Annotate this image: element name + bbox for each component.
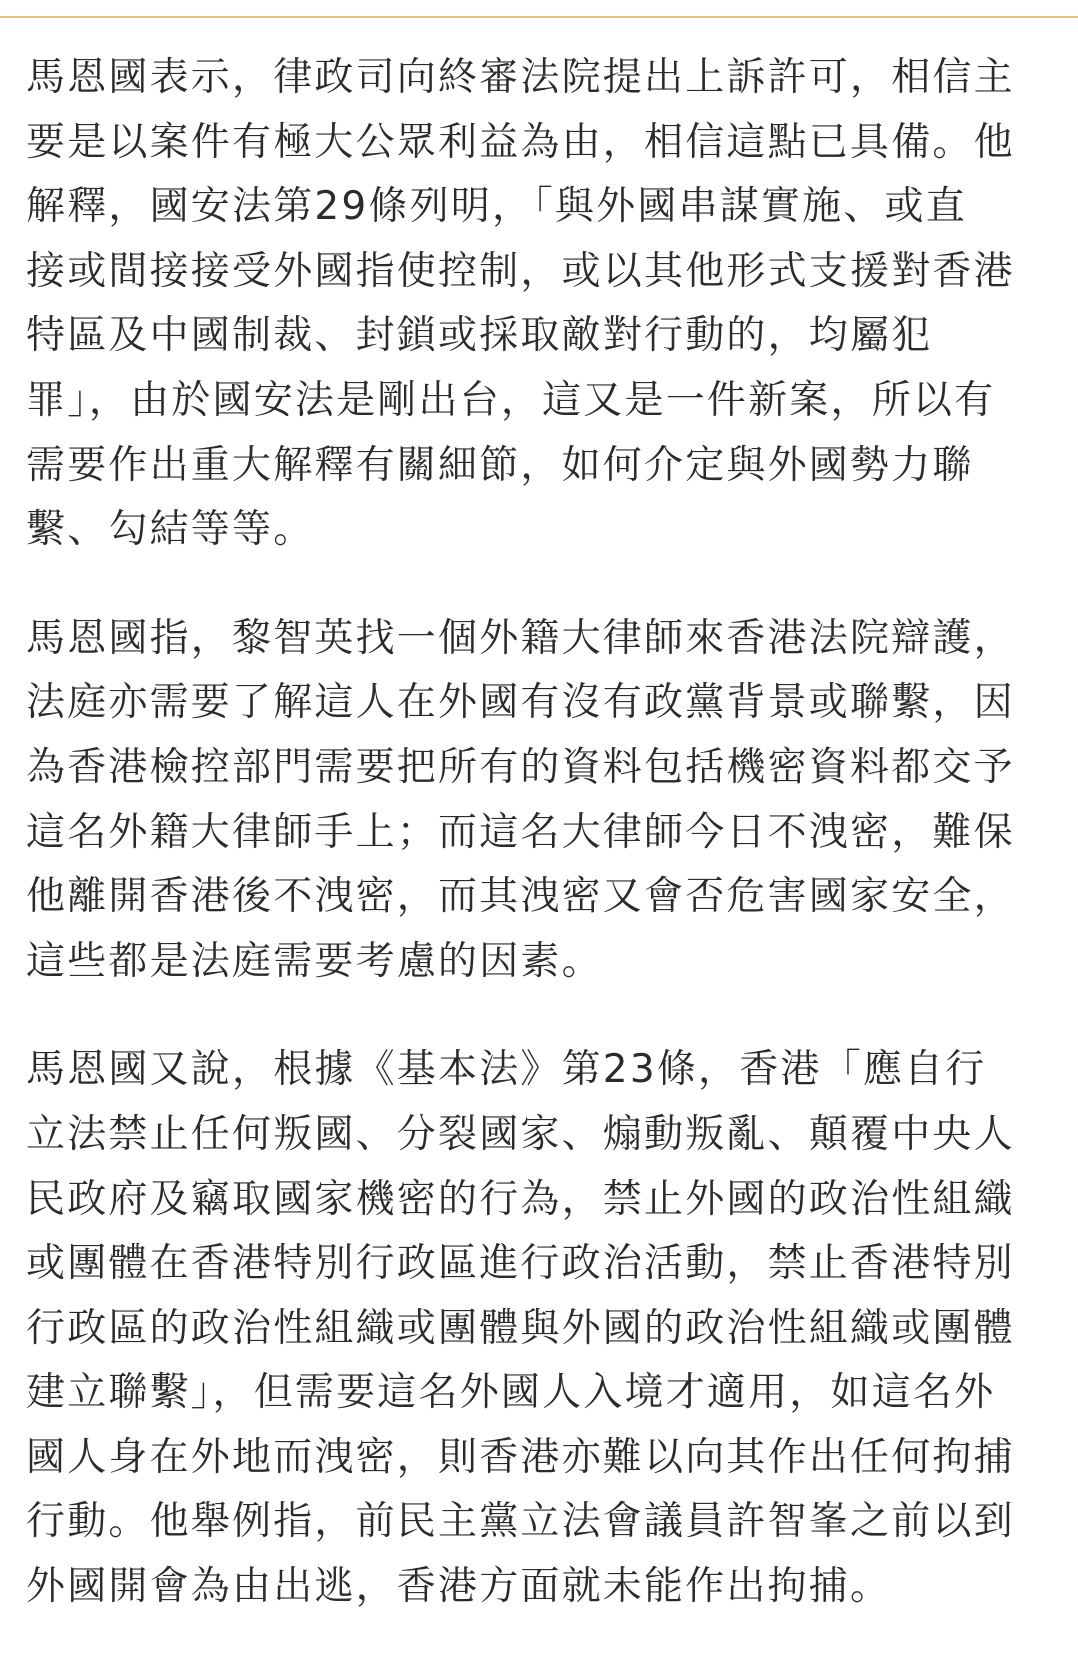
text-line: 立法禁止任何叛國、分裂國家、煽動叛亂、顛覆中央人 [26,1111,1015,1157]
article-body [26,46,1056,1664]
text-line: 民政府及竊取國家機密的行為，禁止外國的政治性組織 [26,1176,1015,1222]
text-line: 馬恩國表示，律政司向終審法院提出上訴許可，相信主 [26,55,1015,100]
text-line: 罪」，由於國安法是剛出台，這又是一件新案，所以有 [26,377,996,423]
text-line: 建立聯繫」，但需要這名外國人入境才適用，如這名外 [26,1370,996,1416]
paragraph-1 [26,46,1056,563]
text-line: 行政區的政治性組織或團體與外國的政治性組織或團體 [26,1305,1015,1351]
text-line: 國人身在外地而洩密，則香港亦難以向其作出任何拘捕 [26,1434,1015,1480]
text-line: 繫、勾結等等。 [26,507,315,553]
text-line: 為香港檢控部門需要把所有的資料包括機密資料都交予 [26,744,1015,790]
paragraph-2 [26,607,1056,995]
text-line: 馬恩國又說，根據《基本法》第23條，香港「應自行 [26,1047,987,1093]
paragraph-3 [26,1038,1056,1619]
top-divider [0,16,1078,18]
text-line: 特區及中國制裁、封鎖或採取敵對行動的，均屬犯 [26,313,933,359]
text-line: 要是以案件有極大公眾利益為由，相信這點已具備。他 [26,119,1015,165]
text-line: 需要作出重大解釋有關細節，如何介定與外國勢力聯 [26,442,974,488]
text-line: 他離開香港後不洩密，而其洩密又會否危害國家安全， [26,874,1015,920]
text-line: 這名外籍大律師手上；而這名大律師今日不洩密，難保 [26,809,1015,855]
text-line: 接或間接接受外國指使控制，或以其他形式支援對香港 [26,248,1015,294]
text-line: 外國開會為由出逃，香港方面就未能作出拘捕。 [26,1564,892,1610]
text-line: 或團體在香港特別行政區進行政治活動，禁止香港特別 [26,1241,1015,1287]
text-line: 法庭亦需要了解這人在外國有沒有政黨背景或聯繫，因 [26,680,1015,726]
text-line: 解釋，國安法第29條列明，「與外國串謀實施、或直 [26,184,967,230]
text-line: 這些都是法庭需要考慮的因素。 [26,938,603,984]
text-line: 馬恩國指，黎智英找一個外籍大律師來香港法院辯護， [26,615,1015,661]
text-line: 行動。他舉例指，前民主黨立法會議員許智峯之前以到 [26,1499,1015,1545]
